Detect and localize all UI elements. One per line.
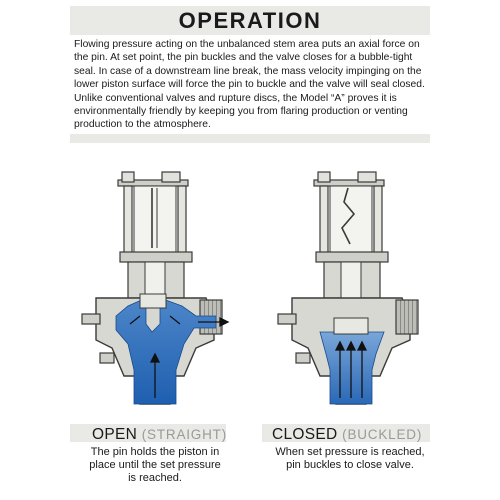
support-rod-right: [374, 186, 382, 256]
closed-state-caption: [262, 446, 438, 472]
side-plug: [278, 314, 296, 324]
open-valve-diagram: [82, 172, 228, 404]
support-rod-left: [320, 186, 328, 256]
stem-bore: [145, 262, 165, 298]
section-divider: [70, 134, 430, 143]
bonnet-flange: [120, 252, 192, 262]
closed-state-word: CLOSED: [272, 426, 338, 443]
support-rod-right: [178, 186, 186, 256]
intro-paragraph: Flowing pressure acting on the unbalanced stem area puts an axial force on the pin. At set point, the pin buckles and the valve closes for a bubble-tight seal. In case of a downstream line break, the mass velocity impinging on the lower piston surface will force the pin to buckle and the valve will seal closed. Unlike conventional valves and rupture discs, the Model “A” proves it is environmentally friendly by keeping you from flaring production or venting production to the atmosphere.: [74, 39, 425, 131]
piston-open: [140, 294, 166, 308]
yoke-post-left-top: [122, 172, 134, 182]
title-banner: [70, 6, 430, 35]
open-state-qualifier: (STRAIGHT): [141, 427, 227, 442]
page-title: OPERATION: [178, 7, 322, 33]
side-plug: [82, 314, 100, 324]
open-caption-line-3: is reached.: [128, 472, 182, 484]
open-caption-line-1: The pin holds the piston in: [90, 446, 220, 458]
yoke-post-left-top: [318, 172, 330, 182]
closed-caption-line-1: When set pressure is reached,: [275, 446, 425, 458]
outlet-thread: [396, 300, 418, 334]
pin-cage: [330, 186, 372, 252]
piston-closed: [334, 318, 368, 334]
open-state-heading: [92, 426, 227, 444]
closed-state-qualifier: (BUCKLED): [342, 427, 423, 442]
yoke-post-right-top: [358, 172, 376, 182]
yoke-post-right-top: [162, 172, 180, 182]
open-state-word: OPEN: [92, 426, 138, 443]
closed-valve-diagram: [278, 172, 418, 404]
lower-plug: [296, 353, 310, 363]
open-caption-line-2: place until the set pressure: [89, 459, 221, 471]
valve-diagrams: [0, 148, 500, 418]
closed-state-heading: [272, 426, 422, 444]
stem-bore: [341, 262, 361, 298]
bonnet-flange: [316, 252, 388, 262]
pin-cage: [134, 186, 176, 252]
open-state-caption: [72, 446, 238, 485]
lower-plug: [100, 353, 114, 363]
closed-caption-line-2: pin buckles to close valve.: [286, 459, 414, 471]
support-rod-left: [124, 186, 132, 256]
